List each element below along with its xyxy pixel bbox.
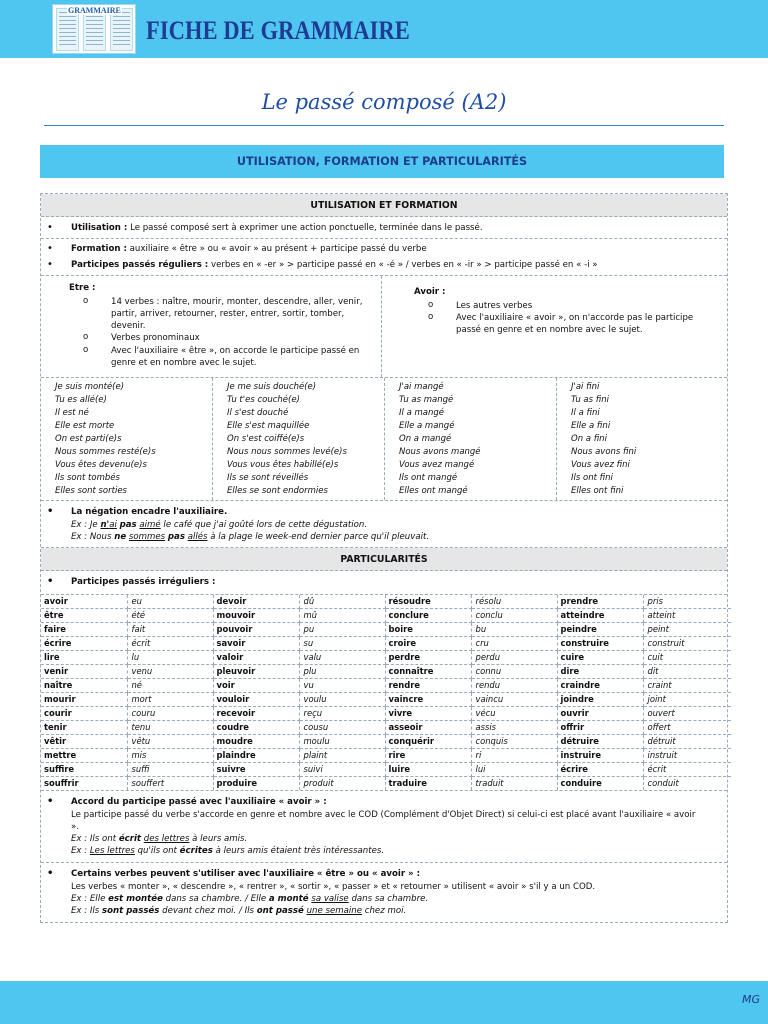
verb-participle: suivi [299,763,385,777]
verb-participle: su [299,637,385,651]
verb-participle: mû [299,609,385,623]
verb-infinitive: venir [41,665,127,679]
formation-text: auxiliaire « être » ou « avoir » au présent + participe passé du verbe [126,244,427,255]
accord-avoir-text: Le participe passé du verbe s'accorde en genre et nombre avec le COD (Complément d'Objet Direct) si celui-ci est placé avant l'auxiliaire « avoir ». [71,809,696,832]
example-cod: des lettres [143,834,190,845]
verb-participle: moulu [299,735,385,749]
conjugaison-line: Vous avez fini [571,460,630,471]
verb-row [41,777,731,791]
verb-participle: perdu [471,651,557,665]
conjugaison-line: Elles ont fini [571,486,624,497]
conjugaison-line: Nous avons fini [571,447,637,458]
verb-infinitive: conduire [557,777,643,791]
conjugaison-column [213,378,385,501]
avoir-item: o Avec l'auxiliaire « avoir », on n'accorde pas le participe passé en genre et en nombre avec le sujet. [414,312,704,336]
verb-participle: construit [643,637,731,651]
verb-participle: vêtu [127,735,213,749]
example-cod: une semaine [306,906,363,917]
verb-participle: écrit [127,637,213,651]
conjugaison-line: Ils se sont réveillés [227,473,309,484]
conjugaison-line: Elles ont mangé [399,486,468,497]
verb-infinitive: vêtir [41,735,127,749]
example-negation: ne [114,531,127,542]
verb-row [41,693,731,707]
verb-participle: vu [299,679,385,693]
example-auxiliary: ai [109,519,117,530]
accord-avoir-row [41,791,727,863]
verb-row [41,651,731,665]
conjugaison-grid [41,378,727,502]
example-text: devant chez moi. / Ils [159,906,257,917]
verb-row [41,721,731,735]
verb-infinitive: perdre [385,651,471,665]
conjugaison-column [385,378,557,501]
conjugaison-line: Tu as mangé [399,394,454,405]
conjugaison-line: Elle est morte [55,420,115,431]
irreguliers-title-row [41,571,727,595]
verb-participle: né [127,679,213,693]
verb-participle: souffert [127,777,213,791]
certains-verbes-title: • Certains verbes peuvent s'utiliser avec l'auxiliaire « être » ou « avoir » : [41,868,727,880]
example-cod: Les lettres [89,846,135,857]
conjugaison-line: Elle a fini [571,420,611,431]
conjugaison-line: Elle a mangé [399,420,455,431]
verb-participle: plu [299,665,385,679]
accord-avoir-title: • Accord du participe passé avec l'auxiliaire « avoir » : [41,796,727,808]
verb-participle: écrit [643,763,731,777]
verb-infinitive: ouvrir [557,707,643,721]
verb-infinitive: traduire [385,777,471,791]
utilisation-label: Utilisation : [71,223,128,233]
example-text: chez moi. [362,906,407,917]
verb-infinitive: recevoir [213,707,299,721]
verb-participle: connu [471,665,557,679]
verb-participle: craint [643,679,731,693]
verb-infinitive: coudre [213,721,299,735]
example-text: Ex : Je [71,519,101,530]
verb-infinitive: détruire [557,735,643,749]
conjugaison-line: Nous avons mangé [399,447,481,458]
verb-infinitive: tenir [41,721,127,735]
verb-row [41,609,731,623]
verb-infinitive: atteindre [557,609,643,623]
verb-participle: plaint [299,749,385,763]
footer-band [0,981,768,1024]
verb-participle: lu [127,651,213,665]
verb-row [41,623,731,637]
example-verb: est montée [108,893,163,904]
verb-participle: valu [299,651,385,665]
conjugaison-line: Nous nous sommes levé(e)s [227,447,347,458]
verb-infinitive: voir [213,679,299,693]
verb-infinitive: peindre [557,623,643,637]
utilisation-row [41,217,727,239]
participes-text: verbes en « -er » > participe passé en « -é » / verbes en « -ir » > participe passé en « -i » [208,260,598,271]
verb-participle: vécu [471,707,557,721]
verb-infinitive: écrire [41,637,127,651]
example-text: Ex : Ils ont [71,834,119,845]
verb-participle: dû [299,595,385,609]
conjugaison-line: Elles sont sorties [55,486,127,497]
example-text: Ex : [71,846,90,857]
conjugaison-line: Tu es allé(e) [55,394,107,405]
negation-example [41,531,727,543]
verb-row [41,665,731,679]
example-negation: pas [167,531,185,542]
verb-infinitive: avoir [41,595,127,609]
example-verb: a monté [268,893,309,904]
verb-participle: bu [471,623,557,637]
irregular-verbs-table [41,595,731,790]
conjugaison-line: Elles se sont endormies [227,486,328,497]
logo-text: GRAMMAIRE [68,6,121,15]
verb-infinitive: moudre [213,735,299,749]
verb-participle: instruit [643,749,731,763]
avoir-title: Avoir : [414,286,446,297]
verb-infinitive: valoir [213,651,299,665]
conjugaison-column [557,378,727,501]
formation-item [41,243,727,255]
verb-infinitive: vaincre [385,693,471,707]
verbs-table-row [41,595,727,791]
etre-item: o 14 verbes : naître, mourir, monter, descendre, aller, venir, partir, arriver, retourner, rester, entrer, sortir, tomber, devenir. [69,296,369,333]
verb-infinitive: pouvoir [213,623,299,637]
accord-example [41,833,727,845]
verb-infinitive: mourir [41,693,127,707]
subheader-utilisation: UTILISATION ET FORMATION [41,194,727,217]
verb-participle: tenu [127,721,213,735]
etre-item: o Verbes pronominaux [69,332,381,344]
content-table [40,193,728,923]
conjugaison-line: Ils ont mangé [399,473,458,484]
utilisation-item [41,222,727,234]
negation-example [41,519,727,531]
verb-infinitive: vivre [385,707,471,721]
verb-participle: eu [127,595,213,609]
conjugaison-line: Je suis monté(e) [55,381,125,392]
footer-initials: MG [741,993,760,1006]
verb-participle: ouvert [643,707,731,721]
conjugaison-line: Il s'est douché [227,407,289,418]
verb-row [41,749,731,763]
negation-row [41,501,727,548]
verb-participle: mort [127,693,213,707]
verb-row [41,763,731,777]
conjugaison-line: Vous vous êtes habillé(e)s [227,460,339,471]
verb-participle: conclu [471,609,557,623]
verb-participle: lui [471,763,557,777]
verb-participle: dit [643,665,731,679]
verb-infinitive: instruire [557,749,643,763]
example-cod: sa valise [311,893,349,904]
verb-participle: pu [299,623,385,637]
verb-infinitive: cuire [557,651,643,665]
example-text: à leurs amis étaient très intéressantes. [212,846,385,857]
verb-participle: produit [299,777,385,791]
verb-participle: rendu [471,679,557,693]
verb-infinitive: luire [385,763,471,777]
page-title: Le passé composé (A2) [261,90,507,114]
verb-infinitive: mettre [41,749,127,763]
etre-block [41,276,382,377]
verb-participle: cousu [299,721,385,735]
example-participle: aimé [139,519,161,530]
conjugaison-line: Je me suis douché(e) [227,381,317,392]
verb-infinitive: dire [557,665,643,679]
verb-infinitive: vouloir [213,693,299,707]
irreguliers-title: • Participes passés irréguliers : [41,576,727,588]
example-text: qu'ils ont [134,846,180,857]
verb-participle: assis [471,721,557,735]
verb-infinitive: joindre [557,693,643,707]
conjugaison-line: Elle s'est maquillée [227,420,310,431]
verb-infinitive: souffrir [41,777,127,791]
verb-infinitive: écrire [557,763,643,777]
verb-participle: voulu [299,693,385,707]
verb-infinitive: produire [213,777,299,791]
verb-infinitive: boire [385,623,471,637]
verb-infinitive: craindre [557,679,643,693]
verb-infinitive: naître [41,679,127,693]
example-text: dans sa chambre. [348,893,429,904]
verb-participle: ri [471,749,557,763]
conjugaison-line: Nous sommes resté(e)s [55,447,156,458]
verb-participle: joint [643,693,731,707]
conjugaison-line: Tu as fini [571,394,610,405]
certains-verbes-text: Les verbes « monter », « descendre », « rentrer », « sortir », « passer » et « retourner » utilisent « avoir » s'il y a un COD. [71,881,596,892]
logo [52,4,136,54]
example-text: à leurs amis. [189,834,248,845]
verb-participle: conquis [471,735,557,749]
verb-participle: offert [643,721,731,735]
verb-participle: pris [643,595,731,609]
verb-infinitive: prendre [557,595,643,609]
example-text: à la plage le week-end dernier parce qu'il pleuvait. [207,531,430,542]
verb-infinitive: courir [41,707,127,721]
verb-participle: reçu [299,707,385,721]
conjugaison-line: Il a mangé [399,407,444,418]
formation-row [41,239,727,275]
conjugaison-line: On s'est coiffé(e)s [227,433,305,444]
verb-infinitive: plaindre [213,749,299,763]
verb-infinitive: rire [385,749,471,763]
verb-participle: couru [127,707,213,721]
verb-infinitive: pleuvoir [213,665,299,679]
verb-infinitive: construire [557,637,643,651]
verb-participle: peint [643,623,731,637]
example-text: le café que j'ai goûté lors de cette dégustation. [160,519,368,530]
example-participle: écrites [179,846,213,857]
utilisation-text: Le passé composé sert à exprimer une action ponctuelle, terminée dans le passé. [127,223,483,233]
verb-row [41,637,731,651]
example-text: Ex : Ils [71,906,103,917]
conjugaison-column [41,378,213,501]
verb-participle: fait [127,623,213,637]
formation-label: Formation : [71,244,127,255]
subheader-particularites: PARTICULARITÉS [41,548,727,571]
verb-infinitive: conquérir [385,735,471,749]
avoir-block [382,276,727,377]
verb-participle: résolu [471,595,557,609]
etre-item: o Avec l'auxiliaire « être », on accorde le participe passé en genre et en nombre avec le sujet. [69,345,369,369]
certains-example [41,893,727,905]
example-text: dans sa chambre. / Elle [162,893,269,904]
conjugaison-line: Vous êtes devenu(e)s [55,460,147,471]
verb-participle: suffi [127,763,213,777]
verb-row [41,707,731,721]
header-title: FICHE DE GRAMMAIRE [146,16,410,45]
verb-row [41,679,731,693]
conjugaison-line: On a mangé [399,433,452,444]
verb-infinitive: être [41,609,127,623]
conjugaison-line: Tu t'es couché(e) [227,394,300,405]
negation-title: • La négation encadre l'auxiliaire. [41,506,727,518]
conjugaison-line: Ils ont fini [571,473,613,484]
verb-infinitive: mouvoir [213,609,299,623]
certains-verbes-row [41,863,727,922]
conjugaison-line: Il a fini [571,407,600,418]
section-band: UTILISATION, FORMATION ET PARTICULARITÉS [40,145,724,178]
conjugaison-line: J'ai fini [571,381,600,392]
verb-infinitive: croire [385,637,471,651]
participes-label: Participes passés réguliers : [71,260,209,271]
verb-participle: venu [127,665,213,679]
verb-participle: conduit [647,778,679,789]
verb-infinitive: suivre [213,763,299,777]
verb-infinitive: connaître [385,665,471,679]
conjugaison-line: On a fini [571,433,607,444]
verb-infinitive: lire [41,651,127,665]
verb-infinitive: faire [41,623,127,637]
conjugaison-line: Ils sont tombés [55,473,120,484]
participes-item [41,259,727,271]
verb-row [41,735,731,749]
verb-participle: cuit [643,651,731,665]
verb-infinitive: conclure [385,609,471,623]
example-participle: allés [187,531,208,542]
example-auxiliary: sommes [128,531,166,542]
etre-title: Etre : [69,282,96,293]
verb-infinitive: offrir [557,721,643,735]
example-negation: n' [100,519,110,530]
verb-infinitive: savoir [213,637,299,651]
verb-participle: atteint [643,609,731,623]
verb-infinitive: résoudre [385,595,471,609]
verb-infinitive: rendre [385,679,471,693]
certains-example [41,905,727,917]
verb-infinitive: asseoir [385,721,471,735]
avoir-item: o Les autres verbes [414,300,727,312]
verb-participle: vaincu [471,693,557,707]
example-verb: sont passés [102,906,160,917]
conjugaison-line: Il est né [55,407,89,418]
verb-infinitive: devoir [213,595,299,609]
verb-participle: mis [127,749,213,763]
conjugaison-line: On est parti(e)s [55,433,122,444]
verb-row [41,595,731,609]
example-participle: écrit [118,834,142,845]
accord-example [41,845,727,857]
verb-infinitive: suffire [41,763,127,777]
conjugaison-line: J'ai mangé [399,381,444,392]
example-verb: ont passé [256,906,304,917]
verb-participle: traduit [471,777,557,791]
conjugaison-line: Vous avez mangé [399,460,475,471]
verb-participle: cru [471,637,557,651]
verb-participle: été [127,609,213,623]
example-negation: pas [119,519,137,530]
header-band [0,0,768,58]
example-text: Ex : Elle [71,893,109,904]
auxiliaire-row [41,276,727,378]
verb-participle: détruit [643,735,731,749]
example-text: Ex : Nous [71,531,115,542]
title-rule [44,125,724,126]
